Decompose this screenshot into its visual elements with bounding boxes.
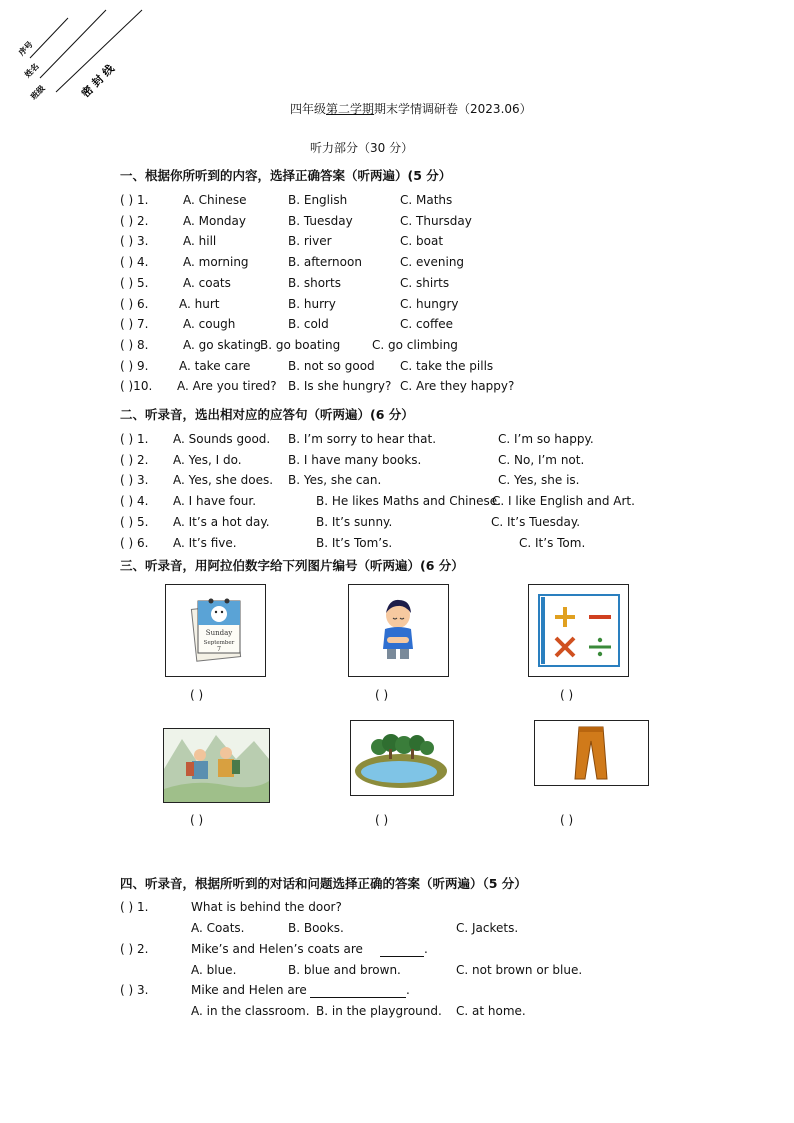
option-b: B. not so good <box>288 358 375 373</box>
answer-blank[interactable]: ( ) 2. <box>120 213 149 228</box>
answer-blank[interactable]: ( ) 1. <box>120 900 149 914</box>
option-a: A. Chinese <box>183 193 247 207</box>
class-label: 班级 <box>29 83 47 102</box>
fill-in-blank[interactable] <box>310 997 406 998</box>
option-c: C. Jackets. <box>456 921 519 935</box>
title-term: 第二学期 <box>326 102 375 116</box>
answer-blank[interactable]: ( ) 3. <box>120 234 149 249</box>
calendar-month: September <box>203 640 235 646</box>
question-text: What is behind the door? <box>191 900 342 914</box>
option-b: B. hurry <box>288 296 336 311</box>
option-a: A. Yes, I do. <box>173 452 242 467</box>
answer-blank[interactable]: ( ) 1. <box>120 193 149 207</box>
option-b: B. cold <box>288 317 329 332</box>
question-end: . <box>406 983 410 997</box>
option-c: C. Are they happy? <box>400 379 515 394</box>
option-b: B. blue and brown. <box>288 963 401 977</box>
section1-heading: 一、根据你所听到的内容，选择正确答案（听两遍）(5 分） <box>120 168 452 183</box>
answer-blank[interactable]: ( ) 1. <box>120 432 149 446</box>
option-a: A. Yes, she does. <box>173 473 274 488</box>
answer-blank[interactable]: ( ) 8. <box>120 337 149 352</box>
picture-trousers <box>534 720 649 786</box>
seat-label: 序号 <box>17 39 35 58</box>
exam-subtitle: 听力部分（30 分） <box>310 141 414 155</box>
option-b: B. I have many books. <box>288 452 422 467</box>
option-c: C. hungry <box>400 296 459 311</box>
section2-heading: 二、听录音，选出相对应的应答句（听两遍）(6 分） <box>120 407 414 422</box>
option-c: C. It’s Tom. <box>519 535 586 550</box>
answer-blank[interactable]: ( ) 3. <box>120 983 149 997</box>
option-c: C. go climbing <box>372 337 458 352</box>
option-b: B. afternoon <box>288 255 362 270</box>
question-text: Mike and Helen are <box>191 983 307 997</box>
question-end: . <box>424 942 428 956</box>
pond-icon <box>351 721 453 795</box>
option-a: A. in the classroom. <box>191 1004 310 1018</box>
fill-in-blank[interactable] <box>380 956 424 957</box>
picture-pond <box>350 720 454 796</box>
section3-heading: 三、听录音，用阿拉伯数字给下列图片编号（听两遍）(6 分） <box>120 558 464 573</box>
option-a: A. It’s a hot day. <box>173 514 270 529</box>
option-c: C. shirts <box>400 275 450 290</box>
answer-blank[interactable]: ( ) 4. <box>120 255 149 270</box>
option-b: B. English <box>288 193 348 207</box>
option-a: A. Coats. <box>191 921 245 935</box>
answer-blank[interactable]: ( ) 3. <box>120 473 149 488</box>
option-a: A. It’s five. <box>173 535 237 550</box>
calendar-date: 7 <box>217 646 221 653</box>
option-c: C. Maths <box>400 193 453 207</box>
option-c: C. I’m so happy. <box>498 432 594 446</box>
option-b: B. Books. <box>288 921 344 935</box>
answer-blank[interactable]: ( ) 9. <box>120 358 149 373</box>
picture-calendar <box>165 584 266 677</box>
answer-blank[interactable]: ( ) 2. <box>120 942 149 956</box>
answer-blank[interactable]: ( ) 2. <box>120 452 149 467</box>
blank-picture-2[interactable]: ( ) <box>375 688 389 702</box>
option-b: B. Tuesday <box>288 213 353 228</box>
seal-line-label: 密 封 线 <box>78 62 117 101</box>
answer-blank[interactable]: ( ) 6. <box>120 535 149 550</box>
option-c: C. coffee <box>400 317 453 332</box>
option-a: A. blue. <box>191 963 237 977</box>
option-a: A. hill <box>183 234 217 249</box>
option-c: C. Thursday <box>400 213 472 228</box>
option-a: A. take care <box>179 358 251 373</box>
sick-boy-icon <box>349 585 448 676</box>
calendar-day: Sunday <box>205 629 233 637</box>
exam-title <box>290 100 532 117</box>
blank-picture-6[interactable]: ( ) <box>560 813 574 827</box>
name-label: 姓名 <box>23 61 41 80</box>
option-b: B. I’m sorry to hear that. <box>288 432 437 446</box>
picture-maths <box>528 584 629 677</box>
question-text: Mike’s and Helen’s coats are <box>191 942 363 956</box>
option-c: C. not brown or blue. <box>456 963 583 977</box>
option-a: A. I have four. <box>173 494 257 509</box>
option-c: C. It’s Tuesday. <box>491 514 581 529</box>
option-a: A. Are you tired? <box>177 379 277 394</box>
option-b: B. go boating <box>260 337 341 352</box>
option-a: A. cough <box>183 317 236 332</box>
blank-picture-5[interactable]: ( ) <box>375 813 389 827</box>
answer-blank[interactable]: ( ) 4. <box>120 494 149 509</box>
climbing-icon <box>164 729 269 802</box>
answer-blank[interactable]: ( ) 5. <box>120 275 149 290</box>
answer-blank[interactable]: ( )10. <box>120 379 153 394</box>
calendar-icon <box>166 585 265 676</box>
title-rest: 期末学情调研卷（2023.06） <box>374 102 532 116</box>
option-c: C. I like English and Art. <box>492 494 635 509</box>
section4-heading: 四、听录音，根据所听到的对话和问题选择正确的答案（听两遍）（5 分） <box>120 876 527 891</box>
blank-picture-3[interactable]: ( ) <box>560 688 574 702</box>
option-b: B. shorts <box>288 275 341 290</box>
option-c: C. take the pills <box>400 358 494 373</box>
option-b: B. It’s sunny. <box>316 514 393 529</box>
binding-corner <box>0 0 160 110</box>
option-c: C. No, I’m not. <box>498 452 585 467</box>
picture-climbing <box>163 728 270 803</box>
option-b: B. Yes, she can. <box>288 473 382 488</box>
option-c: C. Yes, she is. <box>498 473 580 488</box>
option-a: A. coats <box>183 275 231 290</box>
option-a: A. Monday <box>183 213 246 228</box>
option-a: A. go skating <box>183 337 262 352</box>
blank-picture-1[interactable]: ( ) <box>190 688 204 702</box>
option-c: C. boat <box>400 234 444 249</box>
option-b: B. It’s Tom’s. <box>316 535 393 550</box>
option-b: B. river <box>288 234 332 249</box>
option-c: C. at home. <box>456 1004 526 1018</box>
option-b: B. in the playground. <box>316 1004 442 1018</box>
option-a: A. hurt <box>179 296 220 311</box>
blank-picture-4[interactable]: ( ) <box>190 813 204 827</box>
maths-symbols-icon <box>529 585 628 676</box>
option-a: A. Sounds good. <box>173 432 271 446</box>
trousers-icon <box>535 721 648 785</box>
option-b: B. He likes Maths and Chinese. <box>316 494 501 509</box>
option-c: C. evening <box>400 255 465 270</box>
option-b: B. Is she hungry? <box>288 379 392 394</box>
answer-blank[interactable]: ( ) 5. <box>120 514 149 529</box>
answer-blank[interactable]: ( ) 7. <box>120 317 149 332</box>
option-a: A. morning <box>183 255 249 270</box>
title-grade: 四年级 <box>290 102 327 116</box>
answer-blank[interactable]: ( ) 6. <box>120 296 149 311</box>
picture-sick-boy <box>348 584 449 677</box>
